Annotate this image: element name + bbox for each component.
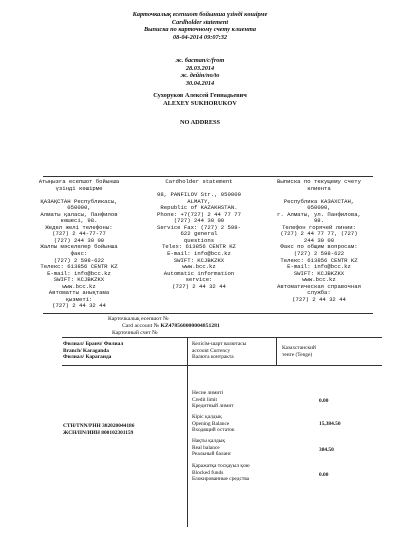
- statement-title-ru: Выписка по карточному счету клиента: [143, 26, 257, 33]
- currency-value: Казахстанский тенге (Tenge): [282, 345, 316, 358]
- client-name-en: ALEXEY SUKHORUKOV: [163, 99, 237, 107]
- table-column-divider: [276, 337, 277, 365]
- period-from-date: 28.03.2014: [185, 64, 215, 72]
- period-from-label: ж. бастап/c/from: [175, 57, 225, 64]
- divider: [43, 176, 373, 177]
- contact-column-en: Cardholder statement 98, PANFILOV Str., 050000 ALMATY, Republic of KAZAKHSTAN. Phone: +7(727) 2 44 77 77 (727) 244 30 00 Service Fax: (727) 2 598- 622 general questions Telex: 613856 CENTR KZ E-mail: info@bcc.kz SWIFT: KCJBKZKX www.bcc.kz Automatic information service: (727) 2 44 32 44: [157, 178, 241, 290]
- client-name-ru: Сухоруков Алексей Геннадьевич: [153, 92, 247, 99]
- card-account-number: KZ478560000004851281: [160, 322, 220, 329]
- credit-limit-value: 0.00: [319, 398, 329, 404]
- contact-column-kz: Атыңызға есепшот бойынша үзінді көшірме ҚАЗАҚСТАН Республикасы, 050000, Алматы қаласы, Панфилов көшесі, 98. Жедел желі телефоны: (727) 2 44-77-77 (727) 244 30 00 Жалпы мәселелер бойынша факс: (727) 2 598-622 Телекс: 613856 CENTR KZ E-mail: info@bcc.kz SWIFT: KCJBKZKX www.bcc.kz Автоматты анықтама қызметі: (727) 2 44 32 44: [38, 178, 120, 310]
- opening-balance-value: 15,384.50: [319, 421, 341, 427]
- statement-title-en: Cardholder statement: [171, 18, 229, 26]
- table-top-border: [62, 337, 382, 338]
- branch-label: Филиал/ Бранч/ Филиал Branch/ Karaganda Филиал/ Караганда: [63, 341, 124, 360]
- card-account-label-ru: Карточный счет №: [112, 329, 158, 336]
- blocked-funds-value: 0.00: [319, 472, 329, 478]
- credit-limit-label: Несие лимиті Credit limit Кредитный лимит: [192, 390, 234, 409]
- opening-balance-label: Кіріс қалдық Opening Balance Входящий остаток: [192, 414, 235, 433]
- card-account-line: [122, 323, 400, 330]
- real-balance-value: 384.50: [319, 447, 334, 453]
- currency-label: Келісім-шарт валютасы аccount Currency Валюта контракта: [192, 341, 247, 360]
- client-tax-ids: СТН/TNN/РНН 302020044186 ЖСН/IIN/ИИН 800102301159: [63, 423, 135, 436]
- period-to-label: ж. дейін/по/to: [180, 72, 220, 79]
- client-address: NO ADDRESS: [179, 119, 221, 126]
- blocked-funds-label: Қаражатқа тосқауыл қою Blocked funds Блокированные средства: [192, 463, 250, 482]
- card-account-block: [0, 316, 400, 336]
- real-balance-label: Нақты қалдық Real balance Реальный баланс: [192, 438, 232, 457]
- divider: [43, 313, 373, 314]
- card-account-label-kz: Карточкалық есепшот №: [108, 316, 169, 322]
- table-row-border: [62, 365, 382, 366]
- statement-date: 08-04-2014 09:07:32: [172, 33, 228, 41]
- statement-title-kz: Карточкалық есепшот бойынша үзінді көшірме: [132, 11, 268, 18]
- period-to-date: 30.04.2014: [185, 79, 215, 87]
- contact-column-ru: Выписка по текущему счету клиента Республика КАЗАХСТАН, 050000, г. Алматы, ул. Панфилова, 98. Телефон горячей линии: (727) 2 44 77 77, (727) 244 30 00 Факс по общим вопросам: (727) 2 598-622 Телекс: 613856 CENTR KZ E-mail: info@bcc.kz SWIFT: KCJBKZKX www.bcc.kz Автоматическая справочная служба: (727) 2 44 32 44: [277, 178, 361, 303]
- card-account-label-en: Card account №: [122, 322, 160, 329]
